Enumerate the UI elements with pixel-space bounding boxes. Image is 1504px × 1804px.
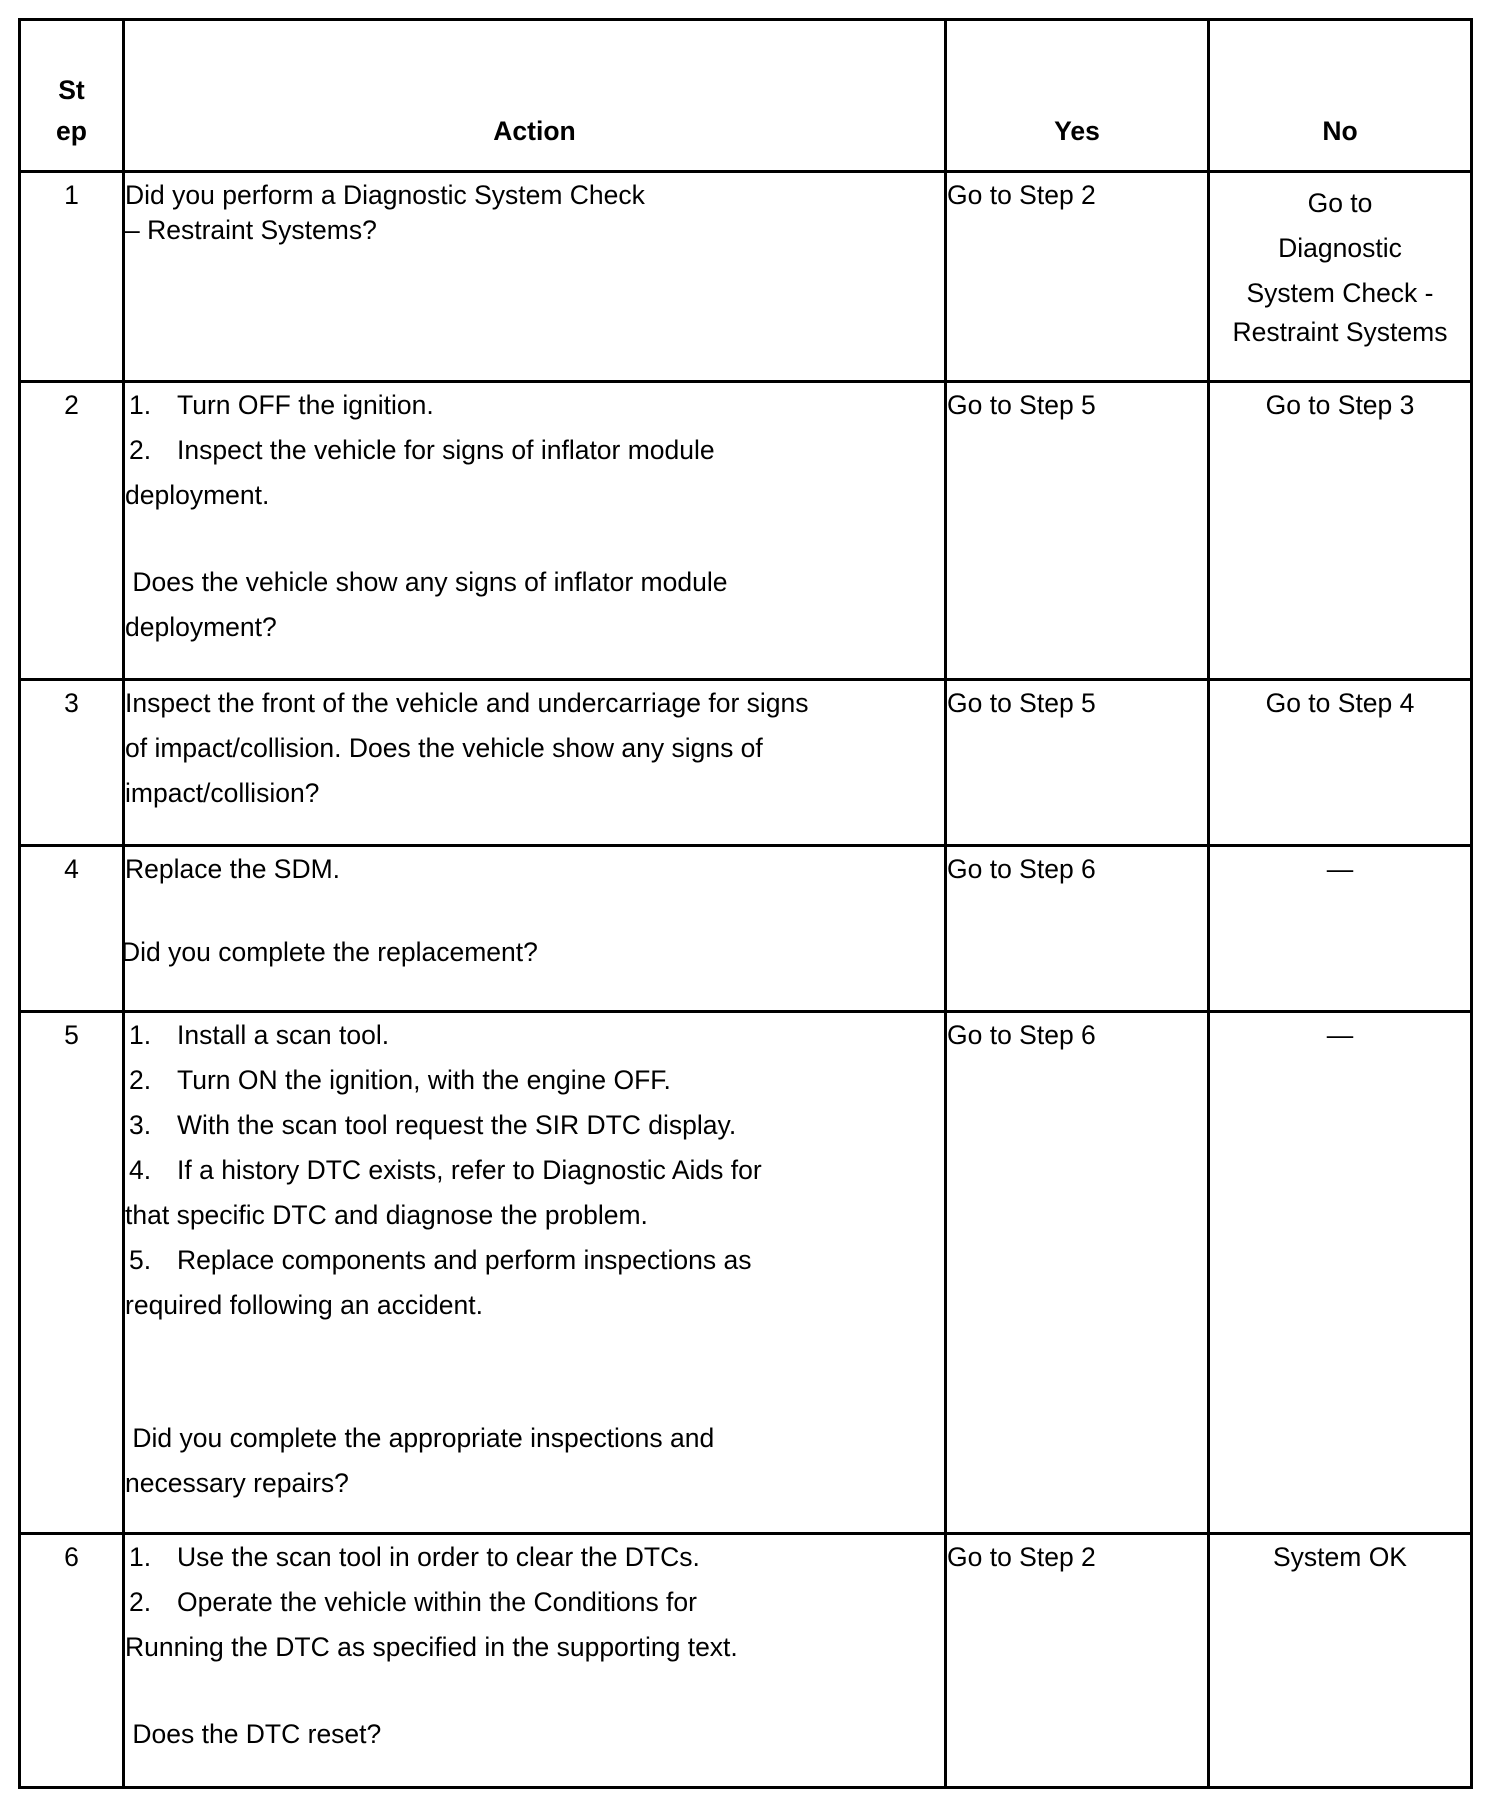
list-text: Turn ON the ignition, with the engine OFF. xyxy=(177,1065,671,1095)
header-step-line2: ep xyxy=(56,116,87,146)
list-number: 2. xyxy=(129,1065,152,1095)
list-item xyxy=(125,1013,944,1058)
question-text: Did you complete the appropriate inspections and xyxy=(125,1423,715,1453)
list-number: 2. xyxy=(129,435,152,465)
step-number: 3 xyxy=(20,680,124,846)
action-cell xyxy=(124,1534,946,1788)
action-text: Inspect the front of the vehicle and undercarriage for signs xyxy=(125,688,809,718)
no-text: Restraint Systems xyxy=(1232,317,1448,347)
list-text: Install a scan tool. xyxy=(177,1020,390,1050)
step-number: 1 xyxy=(20,172,124,382)
header-action: Action xyxy=(124,20,946,172)
list-continuation: deployment. xyxy=(125,480,270,510)
no-cell: — xyxy=(1209,846,1472,1012)
list-text: If a history DTC exists, refer to Diagnostic Aids for xyxy=(177,1155,762,1185)
action-cell xyxy=(124,680,946,846)
no-cell: — xyxy=(1209,1012,1472,1534)
question-text: Did you complete the replacement? xyxy=(121,937,538,967)
list-continuation: that specific DTC and diagnose the problem. xyxy=(125,1200,648,1230)
table-row xyxy=(20,680,1472,846)
list-item xyxy=(125,1058,944,1103)
list-text: Replace components and perform inspections as xyxy=(177,1245,752,1275)
list-text: Inspect the vehicle for signs of inflator module xyxy=(177,435,715,465)
list-continuation: required following an accident. xyxy=(125,1290,483,1320)
table-row xyxy=(20,382,1472,680)
no-cell: System OK xyxy=(1209,1534,1472,1788)
action-text: – Restraint Systems? xyxy=(125,215,377,245)
list-number: 1. xyxy=(129,390,152,420)
question-text: Does the vehicle show any signs of inflator module xyxy=(125,567,728,597)
list-item xyxy=(125,1103,944,1148)
list-number: 1. xyxy=(129,1542,152,1572)
question-text: deployment? xyxy=(125,612,277,642)
list-item xyxy=(125,1535,944,1580)
yes-cell: Go to Step 6 xyxy=(946,1012,1209,1534)
list-item xyxy=(125,1580,944,1625)
no-cell: Go to Step 4 xyxy=(1209,680,1472,846)
action-cell xyxy=(121,846,946,1012)
yes-cell: Go to Step 2 xyxy=(946,172,1209,382)
step-number: 5 xyxy=(20,1012,124,1534)
list-number: 5. xyxy=(129,1245,152,1275)
header-no: No xyxy=(1209,20,1472,172)
yes-cell: Go to Step 5 xyxy=(946,680,1209,846)
action-text: Replace the SDM. xyxy=(125,854,341,884)
table-row xyxy=(20,846,1472,1012)
header-row xyxy=(20,20,1472,172)
header-step-line1: St xyxy=(58,75,85,105)
action-cell xyxy=(124,382,946,680)
no-text: System Check - xyxy=(1246,278,1434,308)
yes-cell: Go to Step 6 xyxy=(946,846,1209,1012)
action-text: impact/collision? xyxy=(125,778,320,808)
list-text: Use the scan tool in order to clear the DTCs. xyxy=(177,1542,700,1572)
list-number: 3. xyxy=(129,1110,152,1140)
action-cell xyxy=(124,172,946,382)
list-item xyxy=(125,1238,944,1283)
list-text: With the scan tool request the SIR DTC display. xyxy=(177,1110,737,1140)
no-cell: Go to Step 3 xyxy=(1209,382,1472,680)
no-cell xyxy=(1209,172,1472,382)
question-text: Does the DTC reset? xyxy=(125,1719,382,1749)
list-item xyxy=(125,428,944,473)
header-step xyxy=(20,20,124,172)
list-number: 2. xyxy=(129,1587,152,1617)
yes-cell: Go to Step 5 xyxy=(946,382,1209,680)
question-text: necessary repairs? xyxy=(125,1468,349,1498)
list-text: Operate the vehicle within the Conditions for xyxy=(177,1587,697,1617)
step-number: 2 xyxy=(20,382,124,680)
table-row xyxy=(20,1012,1472,1534)
list-item xyxy=(125,1148,944,1193)
action-text: of impact/collision. Does the vehicle show any signs of xyxy=(125,733,763,763)
list-continuation: Running the DTC as specified in the supporting text. xyxy=(125,1632,738,1662)
list-number: 4. xyxy=(129,1155,152,1185)
action-text: Did you perform a Diagnostic System Check xyxy=(125,180,645,210)
diagnostic-table xyxy=(18,18,1473,1789)
action-cell xyxy=(124,1012,946,1534)
step-number: 4 xyxy=(20,846,124,1012)
list-text: Turn OFF the ignition. xyxy=(177,390,434,420)
no-text: Diagnostic xyxy=(1278,233,1402,263)
list-item xyxy=(125,383,944,428)
yes-cell: Go to Step 2 xyxy=(946,1534,1209,1788)
no-text: Go to xyxy=(1307,188,1373,218)
header-yes: Yes xyxy=(946,20,1209,172)
table-row xyxy=(20,172,1472,382)
step-number: 6 xyxy=(20,1534,124,1788)
table-row xyxy=(20,1534,1472,1788)
list-number: 1. xyxy=(129,1020,152,1050)
